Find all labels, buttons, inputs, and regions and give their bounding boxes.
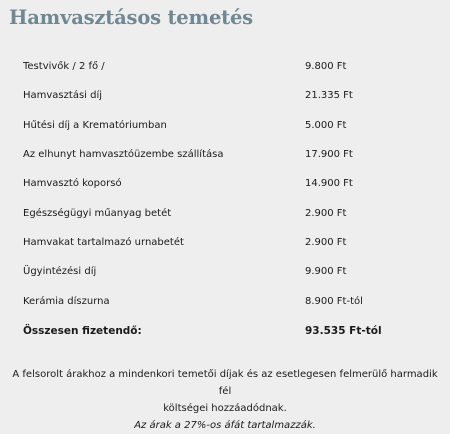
item-name: Ügyintézési díj bbox=[23, 266, 97, 278]
item-price: 9.900 Ft bbox=[305, 266, 347, 278]
item-name: Kerámia díszurna bbox=[23, 295, 110, 307]
disclaimer-line-1: A felsorolt árakhoz a mindenkori temetői díjak és az esetlegesen felmerülő harmadik fél bbox=[12, 369, 438, 397]
item-name: Hamvasztási díj bbox=[23, 90, 103, 102]
table-row bbox=[9, 198, 441, 227]
table-row bbox=[9, 169, 441, 198]
table-row bbox=[9, 81, 441, 110]
table-row bbox=[9, 228, 441, 257]
item-price: 8.900 Ft-tól bbox=[305, 295, 363, 307]
item-price: 9.800 Ft bbox=[305, 61, 347, 73]
price-table bbox=[9, 52, 441, 347]
item-price: 21.335 Ft bbox=[305, 90, 353, 102]
table-row bbox=[9, 111, 441, 140]
total-label: Összesen fizetendő: bbox=[23, 325, 142, 338]
price-notes bbox=[9, 366, 441, 434]
disclaimer-text bbox=[9, 366, 441, 417]
item-price: 5.000 Ft bbox=[305, 119, 347, 131]
total-value: 93.535 Ft-tól bbox=[305, 325, 382, 338]
table-row bbox=[9, 140, 441, 169]
total-row bbox=[9, 316, 441, 347]
item-price: 17.900 Ft bbox=[305, 149, 353, 161]
disclaimer-line-2: költségei hozzáadódnak. bbox=[163, 403, 287, 414]
item-price: 2.900 Ft bbox=[305, 207, 347, 219]
vat-note: Az árak a 27%-os áfát tartalmazzák. bbox=[134, 420, 316, 431]
item-name: Hamvasztó koporsó bbox=[23, 178, 122, 190]
table-row bbox=[9, 257, 441, 286]
page-title: Hamvasztásos temetés bbox=[9, 6, 253, 29]
item-name: Testvivők / 2 fő / bbox=[23, 61, 105, 73]
table-row bbox=[9, 52, 441, 81]
item-name: Egészségügyi műanyag betét bbox=[23, 207, 172, 219]
item-name: Hamvakat tartalmazó urnabetét bbox=[23, 236, 184, 248]
item-name: Az elhunyt hamvasztóüzembe szállítása bbox=[23, 149, 224, 161]
table-row bbox=[9, 286, 441, 315]
item-price: 2.900 Ft bbox=[305, 236, 347, 248]
item-name: Hűtési díj a Krematóriumban bbox=[23, 119, 167, 131]
item-price: 14.900 Ft bbox=[305, 178, 353, 190]
